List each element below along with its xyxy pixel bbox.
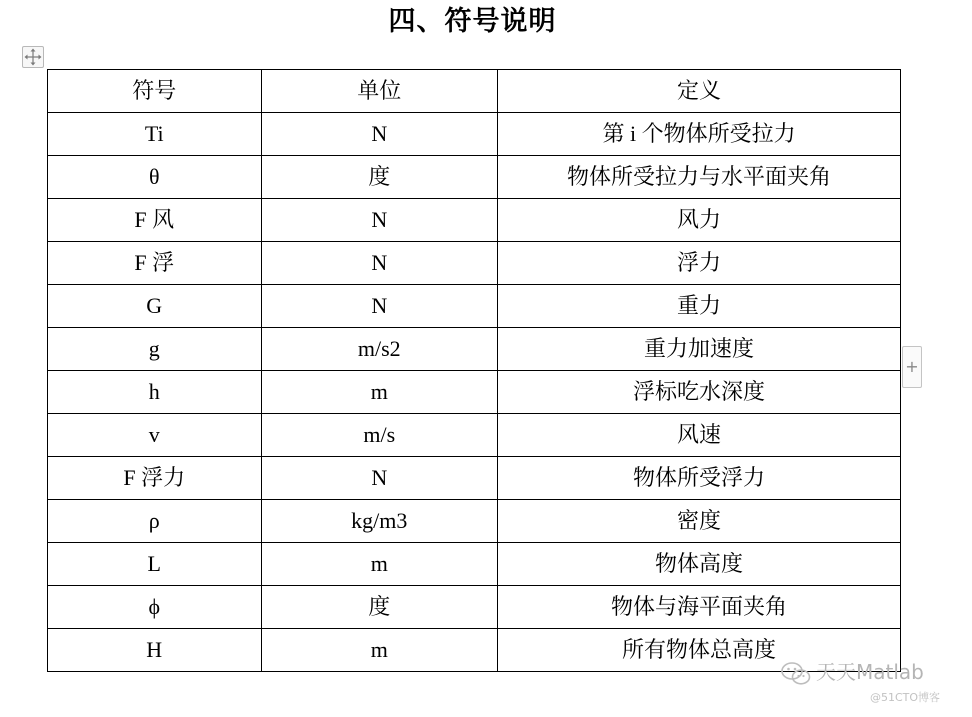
cell-unit: N	[261, 242, 498, 285]
cell-symbol: g	[48, 328, 262, 371]
cell-definition: 风力	[498, 199, 901, 242]
cell-definition: 重力	[498, 285, 901, 328]
cell-symbol: L	[48, 543, 262, 586]
table-row	[48, 586, 901, 629]
cell-definition: 浮力	[498, 242, 901, 285]
cell-symbol: F 风	[48, 199, 262, 242]
cell-definition: 所有物体总高度	[498, 629, 901, 672]
cell-unit: m	[261, 543, 498, 586]
cell-unit: kg/m3	[261, 500, 498, 543]
cell-symbol: G	[48, 285, 262, 328]
cell-definition: 物体所受拉力与水平面夹角	[498, 156, 901, 199]
cell-unit: m	[261, 371, 498, 414]
cell-unit: N	[261, 199, 498, 242]
table-row	[48, 543, 901, 586]
table-row	[48, 113, 901, 156]
table-row	[48, 199, 901, 242]
table-row	[48, 156, 901, 199]
table-row	[48, 414, 901, 457]
cell-symbol: h	[48, 371, 262, 414]
header-symbol: 符号	[48, 70, 262, 113]
move-arrows-icon	[23, 47, 43, 67]
cell-definition: 物体高度	[498, 543, 901, 586]
table-row	[48, 328, 901, 371]
cell-unit: N	[261, 457, 498, 500]
cell-unit: 度	[261, 156, 498, 199]
table-row	[48, 457, 901, 500]
table-row	[48, 242, 901, 285]
table-row	[48, 629, 901, 672]
cell-definition: 浮标吃水深度	[498, 371, 901, 414]
cell-unit: 度	[261, 586, 498, 629]
table-row	[48, 371, 901, 414]
cell-symbol: F 浮	[48, 242, 262, 285]
cell-symbol: F 浮力	[48, 457, 262, 500]
cell-definition: 重力加速度	[498, 328, 901, 371]
cell-unit: m/s2	[261, 328, 498, 371]
table-move-handle[interactable]	[22, 46, 44, 68]
table-row	[48, 285, 901, 328]
symbol-table	[47, 69, 901, 672]
table-row	[48, 500, 901, 543]
cell-symbol: ρ	[48, 500, 262, 543]
cell-definition: 物体所受浮力	[498, 457, 901, 500]
watermark-name: 天天Matlab	[816, 660, 924, 684]
cell-unit: N	[261, 113, 498, 156]
cell-symbol: Ti	[48, 113, 262, 156]
watermark-source: @51CTO博客	[870, 691, 941, 704]
watermark	[780, 655, 965, 713]
add-row-button[interactable]: +	[902, 346, 922, 388]
cell-unit: m	[261, 629, 498, 672]
cell-symbol: H	[48, 629, 262, 672]
cell-symbol: v	[48, 414, 262, 457]
page-title: 四、符号说明	[388, 6, 557, 37]
cell-symbol: θ	[48, 156, 262, 199]
cell-definition: 风速	[498, 414, 901, 457]
table-header-row	[48, 70, 901, 113]
header-definition: 定义	[498, 70, 901, 113]
cell-symbol: ϕ	[48, 586, 262, 629]
cell-unit: m/s	[261, 414, 498, 457]
cell-definition: 密度	[498, 500, 901, 543]
cell-definition: 物体与海平面夹角	[498, 586, 901, 629]
header-unit: 单位	[261, 70, 498, 113]
cell-unit: N	[261, 285, 498, 328]
cell-definition: 第 i 个物体所受拉力	[498, 113, 901, 156]
wechat-icon	[780, 661, 812, 687]
